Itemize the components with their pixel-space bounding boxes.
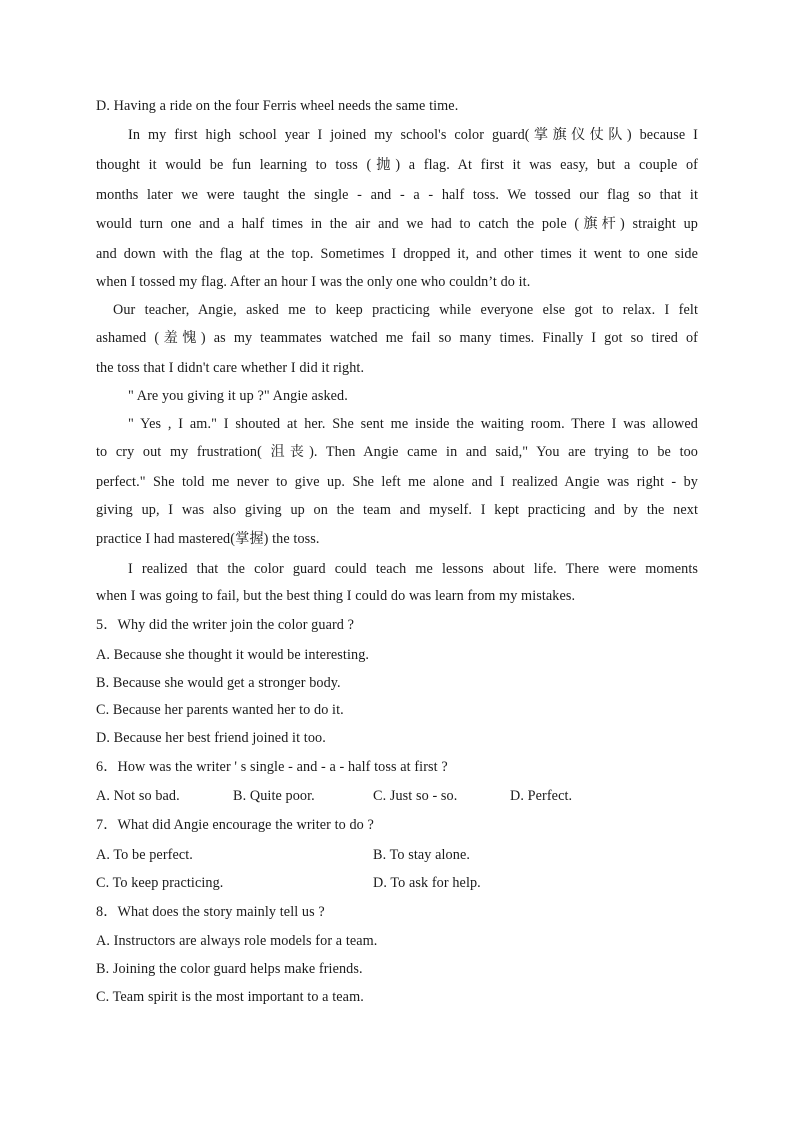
paragraph-line: and down with the flag at the top. Sometimes I dropped it, and other times it went to one side [96,246,698,262]
paragraph-line: months later we were taught the single - and - a - half toss. We tossed our flag so that it [96,187,698,203]
paragraph-line: to cry out my frustration( 沮丧). Then Angie came in and said," You are trying to be too [96,444,698,460]
question-stem: 8．What does the story mainly tell us ? [96,904,325,920]
paragraph-line: would turn one and a half times in the air and we had to catch the pole (旗杆) straight up [96,216,698,232]
paragraph-line: the toss that I didn't care whether I did it right. [96,360,365,376]
option-c: C. Because her parents wanted her to do it. [96,702,344,718]
option-d: D. Perfect. [510,788,573,804]
paragraph-line: practice I had mastered(掌握) the toss. [96,531,320,547]
previous-option-d: D. Having a ride on the four Ferris wheel needs the same time. [96,98,459,114]
paragraph-line: thought it would be fun learning to toss (抛) a flag. At first it was easy, but a couple of [96,157,698,173]
option-c: C. Team spirit is the most important to a team. [96,989,364,1005]
option-a: A. To be perfect. [96,847,193,863]
paragraph-line: Our teacher, Angie, asked me to keep practicing while everyone else got to relax. I felt [113,302,698,318]
question-stem: 7．What did Angie encourage the writer to do ? [96,817,374,833]
option-a: A. Not so bad. [96,788,180,804]
paragraph-line: " Yes , I am." I shouted at her. She sent me inside the waiting room. There I was allowed [128,416,698,432]
paragraph-line: I realized that the color guard could teach me lessons about life. There were moments [128,561,698,577]
question-stem: 6．How was the writer ' s single - and - a - half toss at first ? [96,759,448,775]
option-a: A. Instructors are always role models for a team. [96,933,378,949]
paragraph-line: ashamed (羞愧) as my teammates watched me fail so many times. Finally I got so tired of [96,330,698,346]
paragraph-line: In my first high school year I joined my school's color guard(掌旗仪仗队) because I [128,127,698,143]
option-c: C. To keep practicing. [96,875,224,891]
paragraph-line: giving up, I was also giving up on the team and myself. I kept practicing and by the next [96,502,698,518]
option-b: B. Quite poor. [233,788,315,804]
option-b: B. Joining the color guard helps make friends. [96,961,363,977]
option-b: B. To stay alone. [373,847,470,863]
option-d: D. Because her best friend joined it too. [96,730,326,746]
paragraph-line: when I was going to fail, but the best thing I could do was learn from my mistakes. [96,588,576,604]
paragraph-line: perfect." She told me never to give up. She left me alone and I realized Angie was right - by [96,474,698,490]
option-a: A. Because she thought it would be interesting. [96,647,370,663]
option-b: B. Because she would get a stronger body. [96,675,341,691]
paragraph-line: when I tossed my flag. After an hour I was the only one who couldn’t do it. [96,274,531,290]
option-d: D. To ask for help. [373,875,481,891]
question-stem: 5．Why did the writer join the color guard ? [96,617,355,633]
option-c: C. Just so - so. [373,788,458,804]
paragraph-3: " Are you giving it up ?" Angie asked. [128,388,348,404]
